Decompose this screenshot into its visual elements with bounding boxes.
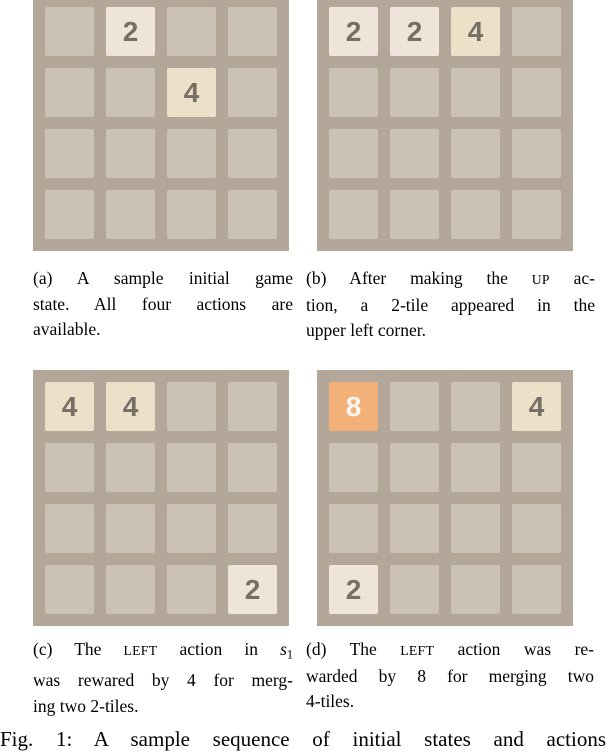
caption-text: state. All four actions are [33,293,293,314]
empty-cell [167,129,216,178]
caption-text: 1 [286,647,293,662]
empty-cell [512,565,561,614]
caption-text: ing two 2-tiles. [33,695,139,716]
empty-cell [390,565,439,614]
caption-line [33,694,293,720]
empty-cell [512,190,561,239]
caption-text: (a) A sample initial game [33,268,293,288]
empty-cell [167,565,216,614]
caption-line [0,726,606,752]
empty-cell [45,129,94,178]
empty-cell [106,443,155,492]
game-board-a [33,0,289,251]
empty-cell [390,382,439,431]
subcaption-b [306,266,595,344]
empty-cell [45,190,94,239]
empty-cell [106,129,155,178]
caption-text: UP [531,272,550,287]
tile-4: 4 [106,382,155,431]
empty-cell [106,190,155,239]
figure-caption [0,726,606,752]
caption-text: s [280,639,287,659]
caption-text: available. [33,319,101,339]
empty-cell [167,382,216,431]
empty-cell [512,129,561,178]
empty-cell [45,565,94,614]
empty-cell [106,565,155,614]
caption-text: ac- [549,268,595,288]
game-board-b [317,0,573,251]
empty-cell [228,129,277,178]
empty-cell [228,190,277,239]
caption-line [33,668,293,694]
caption-text: (d) The [306,639,401,659]
empty-cell [390,190,439,239]
tile-4: 4 [512,382,561,431]
caption-line [306,266,595,293]
empty-cell [451,504,500,553]
caption-line [306,664,594,690]
empty-cell [451,565,500,614]
caption-line [306,637,594,664]
caption-text: Fig. 1: A sample sequence of initial states and actions [0,727,606,751]
empty-cell [451,68,500,117]
empty-cell [45,68,94,117]
empty-cell [167,504,216,553]
caption-text: (b) After making the [306,268,532,288]
caption-line [33,637,293,668]
empty-cell [512,504,561,553]
empty-cell [451,190,500,239]
empty-cell [167,7,216,56]
tile-2: 2 [329,565,378,614]
empty-cell [512,7,561,56]
caption-line [33,266,293,292]
empty-cell [512,443,561,492]
caption-line [306,318,595,344]
game-board-d [317,370,573,626]
tile-2: 2 [329,7,378,56]
empty-cell [45,7,94,56]
empty-cell [390,443,439,492]
tile-4: 4 [45,382,94,431]
caption-text: upper left corner. [306,320,427,340]
empty-cell [512,68,561,117]
empty-cell [329,68,378,117]
caption-text: action in [157,639,281,659]
empty-cell [228,504,277,553]
caption-line [306,293,595,319]
empty-cell [106,68,155,117]
empty-cell [451,382,500,431]
caption-line [33,317,293,343]
tile-2: 2 [390,7,439,56]
caption-text: tion, a 2-tile appeared in the [306,294,595,315]
empty-cell [329,443,378,492]
empty-cell [451,129,500,178]
tile-2: 2 [228,565,277,614]
empty-cell [329,129,378,178]
empty-cell [390,129,439,178]
empty-cell [45,443,94,492]
caption-text: warded by 8 for merging two [306,665,594,686]
subcaption-a [33,266,293,343]
empty-cell [390,504,439,553]
empty-cell [228,382,277,431]
empty-cell [451,443,500,492]
empty-cell [45,504,94,553]
empty-cell [329,504,378,553]
empty-cell [167,190,216,239]
tile-8: 8 [329,382,378,431]
game-board-c [33,370,289,626]
subcaption-d [306,637,594,715]
empty-cell [228,68,277,117]
caption-text: was rewared by 4 for merg- [33,670,293,691]
caption-text: LEFT [123,643,158,658]
tile-2: 2 [106,7,155,56]
empty-cell [228,7,277,56]
empty-cell [329,190,378,239]
empty-cell [390,68,439,117]
empty-cell [167,443,216,492]
caption-text: LEFT [400,643,435,658]
caption-line [33,292,293,318]
tile-4: 4 [451,7,500,56]
caption-text: 4-tiles. [306,691,355,711]
caption-text: (c) The [33,639,124,659]
caption-line [306,689,594,715]
empty-cell [106,504,155,553]
tile-4: 4 [167,68,216,117]
empty-cell [228,443,277,492]
caption-text: action was re- [434,639,594,659]
subcaption-c [33,637,293,719]
